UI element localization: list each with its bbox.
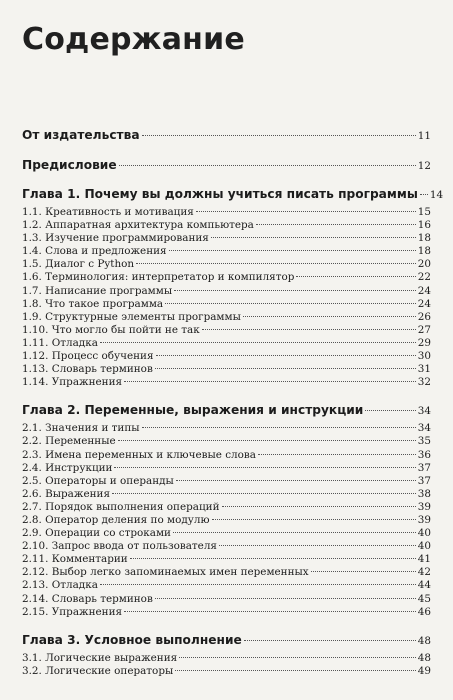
section-entry[interactable]	[22, 232, 431, 245]
dot-leader	[175, 670, 416, 671]
dot-leader	[244, 640, 416, 641]
section-entry-label: 2.5. Операторы и операнды	[22, 474, 174, 487]
section-entry-page: 30	[417, 350, 431, 363]
dot-leader	[258, 454, 416, 455]
dot-leader	[119, 165, 416, 166]
front-matter-entry-label: Предисловие	[22, 158, 117, 172]
front-matter-entry-page: 11	[417, 130, 431, 142]
section-entry-page: 39	[417, 513, 431, 526]
section-entry[interactable]	[22, 285, 431, 298]
section-entry[interactable]	[22, 579, 431, 592]
section-entry-label: 2.12. Выбор легко запоминаемых имен переменных	[22, 566, 309, 579]
section-entry[interactable]	[22, 271, 431, 284]
section-entry[interactable]	[22, 337, 431, 350]
dot-leader	[212, 519, 416, 520]
section-entry-page: 49	[417, 664, 431, 677]
dot-leader	[100, 584, 416, 585]
dot-leader	[296, 276, 415, 277]
section-entry-label: 3.1. Логические выражения	[22, 651, 178, 664]
section-entry[interactable]	[22, 540, 431, 553]
section-entry[interactable]	[22, 606, 431, 619]
chapter-heading[interactable]	[22, 186, 444, 203]
dot-leader	[118, 440, 416, 441]
section-entry[interactable]	[22, 593, 431, 606]
section-entry-label: 1.13. Словарь терминов	[22, 363, 153, 376]
section-entry[interactable]	[22, 422, 431, 435]
table-of-contents	[22, 126, 444, 678]
section-entry-label: 2.7. Порядок выполнения операций	[22, 500, 220, 513]
dot-leader	[130, 558, 416, 559]
section-entry-label: 1.10. Что могло бы пойти не так	[22, 323, 200, 336]
section-entry-page: 44	[417, 579, 431, 592]
section-entry-page: 24	[417, 297, 431, 310]
dot-leader	[211, 237, 416, 238]
section-entry-page: 35	[417, 435, 431, 448]
dot-leader	[179, 657, 416, 658]
dot-leader	[156, 355, 416, 356]
section-entry-label: 2.8. Оператор деления по модулю	[22, 513, 210, 526]
section-entry[interactable]	[22, 376, 431, 389]
dot-leader	[142, 135, 416, 136]
dot-leader	[100, 342, 416, 343]
section-entry[interactable]	[22, 219, 431, 232]
section-entry-page: 18	[417, 232, 431, 245]
section-entry-page: 48	[417, 651, 431, 664]
dot-leader	[124, 381, 416, 382]
section-entry-page: 38	[417, 487, 431, 500]
front-matter-entry-label: От издательства	[22, 128, 140, 142]
section-entry-page: 42	[417, 566, 431, 579]
dot-leader	[243, 316, 416, 317]
section-entry[interactable]	[22, 311, 431, 324]
section-entry-page: 36	[417, 448, 431, 461]
section-entry-page: 18	[417, 245, 431, 258]
section-entry-page: 40	[417, 540, 431, 553]
section-entry[interactable]	[22, 514, 431, 527]
dot-leader	[114, 467, 415, 468]
section-entry-page: 39	[417, 500, 431, 513]
dot-leader	[219, 545, 416, 546]
section-entry-label: 1.1. Креативность и мотивация	[22, 206, 194, 218]
section-entry-label: 1.5. Диалог с Python	[22, 258, 135, 271]
section-entry-label: 1.6. Терминология: интерпретатор и компилятор	[22, 271, 295, 284]
dot-leader	[165, 303, 416, 304]
section-entry-page: 22	[417, 271, 431, 284]
dot-leader	[202, 329, 416, 330]
section-entry-page: 24	[417, 284, 431, 297]
dot-leader	[222, 506, 416, 507]
spacer	[22, 389, 431, 402]
section-entry-page: 29	[417, 336, 431, 349]
section-entry-label: 1.8. Что такое программа	[22, 297, 164, 310]
chapter-heading[interactable]	[22, 632, 431, 649]
section-entry-page: 41	[417, 553, 431, 566]
section-entry[interactable]	[22, 665, 431, 678]
dot-leader	[173, 532, 416, 533]
section-entry[interactable]	[22, 462, 431, 475]
section-entry-page: 32	[417, 376, 431, 389]
dot-leader	[420, 194, 428, 195]
section-entry-page: 46	[417, 605, 431, 618]
dot-leader	[136, 263, 416, 264]
section-entry-label: 2.11. Комментарии	[22, 553, 128, 566]
spacer	[22, 144, 431, 156]
section-entry-page: 37	[417, 474, 431, 487]
section-entry[interactable]	[22, 435, 431, 448]
dot-leader	[176, 480, 416, 481]
section-entry-label: 1.7. Написание программы	[22, 284, 173, 297]
spacer	[22, 619, 431, 632]
dot-leader	[142, 427, 416, 428]
section-entry-label: 1.9. Структурные элементы программы	[22, 310, 241, 323]
section-entry-page: 26	[417, 310, 431, 323]
chapter-heading-label: Глава 1. Почему вы должны учиться писать программы	[22, 187, 418, 201]
section-entry-label: 2.14. Словарь терминов	[22, 592, 153, 605]
section-entry[interactable]	[22, 206, 431, 219]
dot-leader	[169, 250, 416, 251]
section-entry-label: 3.2. Логические операторы	[22, 664, 174, 677]
chapter-heading-label: Глава 3. Условное выполнение	[22, 632, 242, 647]
chapter-heading-page: 48	[417, 634, 431, 647]
spacer	[22, 174, 431, 186]
page-title: Содержание	[22, 22, 245, 57]
section-entry-label: 2.13. Отладка	[22, 579, 98, 592]
section-entry-page: 20	[417, 258, 431, 271]
dot-leader	[256, 224, 416, 225]
section-entry-label: 1.4. Слова и предложения	[22, 245, 167, 258]
dot-leader	[174, 290, 416, 291]
section-entry-page: 16	[417, 219, 431, 232]
dot-leader	[155, 368, 416, 369]
dot-leader	[124, 611, 416, 612]
section-entry-page: 27	[417, 323, 431, 336]
dot-leader	[311, 571, 416, 572]
section-entry-label: 2.4. Инструкции	[22, 461, 113, 474]
section-entry[interactable]	[22, 298, 431, 311]
section-entry[interactable]	[22, 449, 431, 462]
chapter-heading-page: 14	[429, 189, 444, 201]
section-entry[interactable]	[22, 652, 431, 665]
section-entry[interactable]	[22, 501, 431, 514]
section-entry-label: 2.15. Упражнения	[22, 605, 123, 618]
dot-leader	[196, 211, 416, 212]
section-entry-label: 1.11. Отладка	[22, 336, 98, 349]
chapter-heading-page: 34	[417, 405, 431, 418]
chapter-heading-label: Глава 2. Переменные, выражения и инструкции	[22, 403, 364, 418]
section-entry-label: 1.14. Упражнения	[22, 376, 123, 389]
front-matter-entry-page: 12	[417, 160, 431, 172]
section-entry[interactable]	[22, 245, 431, 258]
section-entry-label: 1.2. Аппаратная архитектура компьютера	[22, 219, 254, 232]
section-entry-label: 2.6. Выражения	[22, 487, 110, 500]
section-entry[interactable]	[22, 363, 431, 376]
section-entry-label: 2.2. Переменные	[22, 435, 116, 448]
section-entry-page: 37	[417, 461, 431, 474]
dot-leader	[112, 493, 416, 494]
dot-leader	[155, 598, 416, 599]
section-entry[interactable]	[22, 527, 431, 540]
section-entry-page: 40	[417, 527, 431, 540]
section-entry-label: 1.12. Процесс обучения	[22, 350, 154, 363]
section-entry-page: 45	[417, 592, 431, 605]
section-entry-page: 15	[417, 206, 431, 218]
section-entry-label: 2.9. Операции со строками	[22, 527, 171, 540]
section-entry[interactable]	[22, 350, 431, 363]
section-entry[interactable]	[22, 258, 431, 271]
section-entry-page: 34	[417, 422, 431, 435]
chapter-heading[interactable]	[22, 402, 431, 419]
section-entry[interactable]	[22, 324, 431, 337]
front-matter-entry[interactable]	[22, 156, 431, 174]
section-entry-page: 31	[417, 363, 431, 376]
section-entry[interactable]	[22, 566, 431, 579]
section-entry[interactable]	[22, 553, 431, 566]
dot-leader	[365, 410, 415, 411]
section-entry-label: 2.1. Значения и типы	[22, 422, 140, 435]
section-entry-label: 2.3. Имена переменных и ключевые слова	[22, 448, 256, 461]
section-entry-label: 2.10. Запрос ввода от пользователя	[22, 540, 217, 553]
section-entry[interactable]	[22, 475, 431, 488]
section-entry-label: 1.3. Изучение программирования	[22, 232, 209, 245]
section-entry[interactable]	[22, 488, 431, 501]
front-matter-entry[interactable]	[22, 126, 431, 144]
